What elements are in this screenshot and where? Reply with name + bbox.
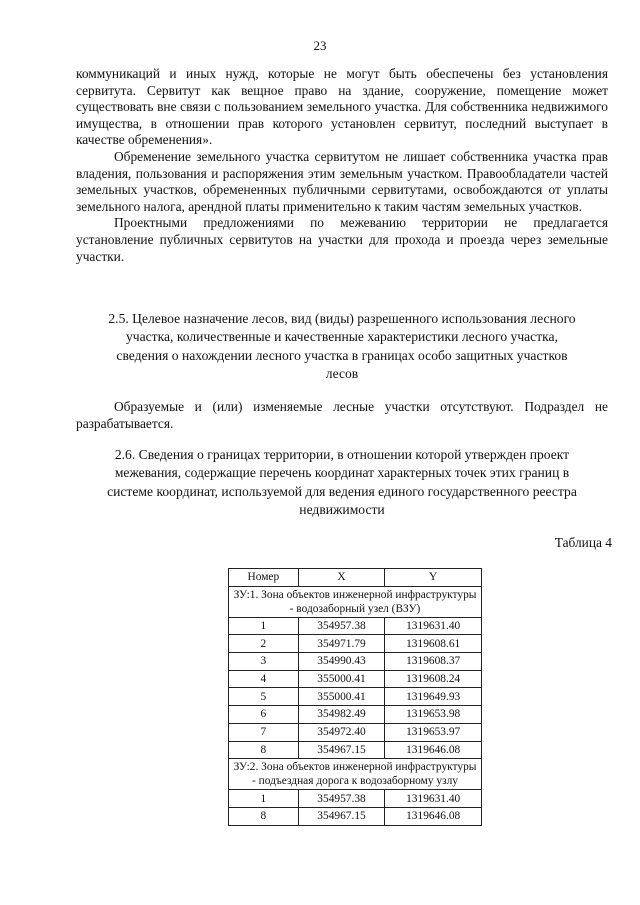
- group-title-row: [229, 759, 482, 790]
- column-header-y: Y: [385, 569, 482, 587]
- cell-number: 8: [229, 807, 299, 825]
- cell-number: 1: [229, 617, 299, 635]
- column-header-number: Номер: [229, 569, 299, 587]
- table-row: [229, 741, 482, 759]
- cell-x: 354967.15: [298, 741, 385, 759]
- table-row: [229, 790, 482, 808]
- table-row: [229, 617, 482, 635]
- cell-number: 1: [229, 790, 299, 808]
- section-2-6-heading: 2.6. Сведения о границах территории, в отношении которой утвержден проект межевания, содержащие перечень координат характерных точек этих границ в системе координат, используемой для ведения единого государственного реестра недвижимости: [107, 447, 577, 518]
- cell-number: 2: [229, 635, 299, 653]
- table-caption: Таблица 4: [554, 535, 612, 550]
- section-2-5-text: Образуемые и (или) изменяемые лесные участки отсутствуют. Подраздел не разрабатывается.: [76, 399, 608, 431]
- cell-x: 354967.15: [298, 807, 385, 825]
- cell-x: 355000.41: [298, 670, 385, 688]
- page-number: 23: [313, 38, 327, 53]
- table-row: [229, 723, 482, 741]
- continued-paragraphs: [76, 66, 608, 265]
- cell-x: 354972.40: [298, 723, 385, 741]
- cell-y: 1319631.40: [385, 790, 482, 808]
- cell-number: 3: [229, 653, 299, 671]
- cell-x: 354971.79: [298, 635, 385, 653]
- cell-y: 1319608.24: [385, 670, 482, 688]
- paragraph-encumbrance: Обременение земельного участка сервитутом не лишает собственника участка прав владения, пользования и распоряжения этим земельным участком. Правообладатели частей земельных участков, обремененных публичными сервитутами, освобождаются от уплаты земельного налога, арендной платы применительно к таким частям земельных участков.: [76, 148, 608, 214]
- section-2-5-body: [76, 399, 608, 432]
- cell-number: 7: [229, 723, 299, 741]
- cell-x: 354957.38: [298, 617, 385, 635]
- cell-number: 5: [229, 688, 299, 706]
- cell-y: 1319653.97: [385, 723, 482, 741]
- table-row: [229, 688, 482, 706]
- cell-y: 1319608.61: [385, 635, 482, 653]
- cell-x: 354990.43: [298, 653, 385, 671]
- table-row: [229, 807, 482, 825]
- cell-number: 6: [229, 706, 299, 724]
- column-header-x: X: [298, 569, 385, 587]
- cell-y: 1319649.93: [385, 688, 482, 706]
- cell-y: 1319653.98: [385, 706, 482, 724]
- paragraph-servitude-definition: коммуникаций и иных нужд, которые не могут быть обеспечены без установления сервитута. Сервитут как вещное право на здание, сооружение, помещение может существовать вне связи с пользованием земельного участка. Для собственника недвижимого имущества, в отношении прав которого установлен сервитут, последний выступает в качестве обременения».: [76, 66, 608, 148]
- cell-y: 1319631.40: [385, 617, 482, 635]
- table-row: [229, 706, 482, 724]
- cell-number: 8: [229, 741, 299, 759]
- table-row: [229, 653, 482, 671]
- group-title-row: [229, 586, 482, 617]
- cell-y: 1319646.08: [385, 741, 482, 759]
- coordinates-table: [228, 568, 482, 826]
- section-2-5-heading: 2.5. Целевое назначение лесов, вид (виды) разрешенного использования лесного участка, количественные и качественные характеристики лесного участка, сведения о нахождении лесного участка в границах особо защитных участков лесов: [108, 311, 576, 382]
- cell-x: 354982.49: [298, 706, 385, 724]
- cell-y: 1319646.08: [385, 807, 482, 825]
- group-title-zu1: ЗУ:1. Зона объектов инженерной инфраструктуры - водозаборный узел (ВЗУ): [229, 586, 482, 617]
- paragraph-project-proposals: Проектными предложениями по межеванию территории не предлагается установление публичных сервитутов на участки для прохода и проезда через земельные участки.: [76, 215, 608, 264]
- cell-number: 4: [229, 670, 299, 688]
- table-row: [229, 670, 482, 688]
- table-header-row: [229, 569, 482, 587]
- table-row: [229, 635, 482, 653]
- group-title-zu2: ЗУ:2. Зона объектов инженерной инфраструктуры - подъездная дорога к водозаборному узлу: [229, 759, 482, 790]
- cell-y: 1319608.37: [385, 653, 482, 671]
- cell-x: 354957.38: [298, 790, 385, 808]
- cell-x: 355000.41: [298, 688, 385, 706]
